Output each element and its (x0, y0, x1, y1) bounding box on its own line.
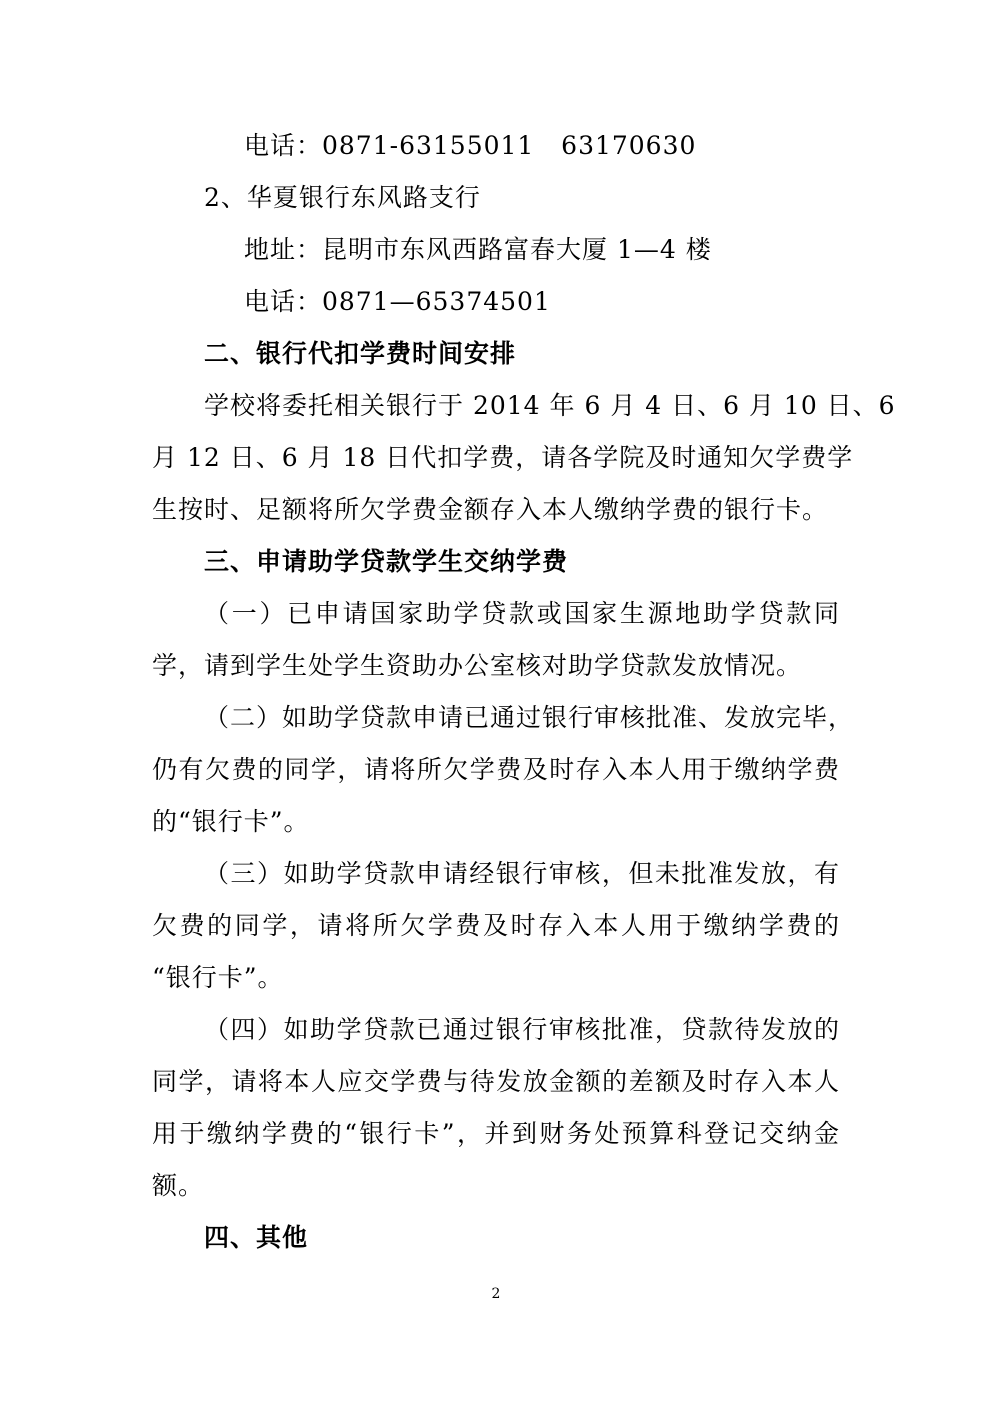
section3-item2-line: （二）如助学贷款申请已通过银行审核批准、发放完毕， (204, 703, 855, 732)
section3-item1-line: （一）已申请国家助学贷款或国家生源地助学贷款同 (204, 599, 840, 628)
section3-item2-line: 的“银行卡”。 (152, 807, 310, 836)
page-number: 2 (491, 1286, 501, 1302)
section2-para-line: 生按时、足额将所欠学费金额存入本人缴纳学费的银行卡。 (152, 495, 829, 524)
section3-heading: 三、申请助学贷款学生交纳学费 (204, 547, 569, 576)
bank1-phone: 电话：0871-63155011 63170630 (244, 131, 697, 160)
section4-heading: 四、其他 (204, 1223, 309, 1252)
bank2-address: 地址：昆明市东风西路富春大厦 1—4 楼 (244, 235, 712, 264)
bank2-phone: 电话：0871—65374501 (244, 287, 551, 316)
section3-item1-line: 学，请到学生处学生资助办公室核对助学贷款发放情况。 (152, 651, 803, 680)
section3-item4-line: 额。 (152, 1171, 205, 1200)
bank2-name: 2、华夏银行东风路支行 (204, 183, 481, 212)
section2-para-line: 月 12 日、6 月 18 日代扣学费，请各学院及时通知欠学费学 (152, 443, 854, 472)
section2-para-line: 学校将委托相关银行于 2014 年 6 月 4 日、6 月 10 日、6 (204, 391, 896, 420)
section3-item3-line: （三）如助学贷款申请经银行审核，但未批准发放，有 (204, 859, 840, 888)
section3-item3-line: “银行卡”。 (152, 963, 284, 992)
section3-item2-line: 仍有欠费的同学，请将所欠学费及时存入本人用于缴纳学费 (152, 755, 840, 784)
section2-heading: 二、银行代扣学费时间安排 (204, 339, 517, 368)
section3-item4-line: 用于缴纳学费的“银行卡”，并到财务处预算科登记交纳金 (152, 1119, 840, 1148)
section3-item4-line: 同学，请将本人应交学费与待发放金额的差额及时存入本人 (152, 1067, 840, 1096)
section3-item4-line: （四）如助学贷款已通过银行审核批准，贷款待发放的 (204, 1015, 840, 1044)
section3-item3-line: 欠费的同学，请将所欠学费及时存入本人用于缴纳学费的 (152, 911, 840, 940)
